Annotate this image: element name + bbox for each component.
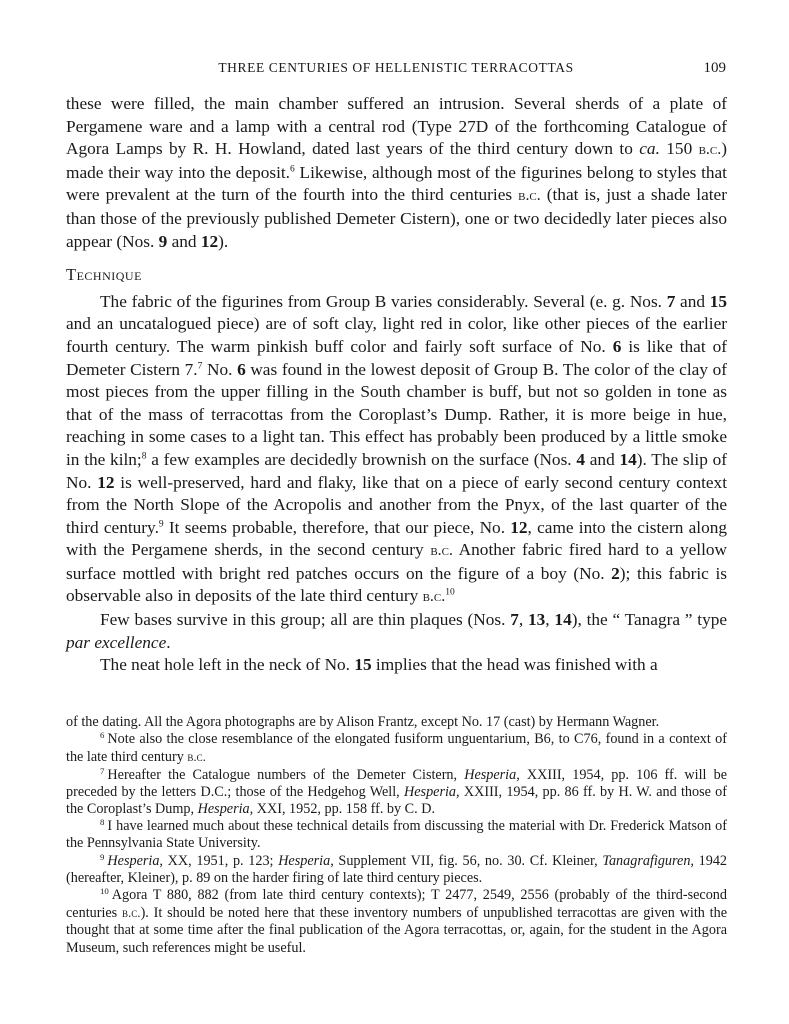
footnotes [66,714,727,957]
paragraph-intrusion: these were filled, the main chamber suffered an intrusion. Several sherds of a plate of Pergamene ware and a lamp with a central rod (Type 27D of the forthcoming Catalogue of Agora Lamps by R. H. Howland, dated last years of the third century down to ca. 150 b.c.) made their way into the deposit.$^6$ Likewise, although most of the figurines belong to styles that were prevalent at the turn of the fourth into the third centuries b.c. (that is, just a shade later than those of the previously published Demeter Cistern), one or two decidedly later pieces also appear (Nos. 9 and 12). [66,94,727,251]
footnote-ref-9[interactable]: 9 [158,519,164,530]
footnote-8: $^8$ I have learned much about these technical details from discussing the material with Dr. Frederick Matson of the Pennsylvania State University. [66,817,727,852]
section-heading-technique: Technique [66,265,142,285]
page-number: 109 [703,60,726,76]
paragraph-fabric: The fabric of the figurines from Group B varies considerably. Several (e. g. Nos. 7 and 15 and an uncatalogued piece) are of soft clay, light red in color, like other pieces of the earlier fourth century. The warm pinkish buff color and fairly soft surface of No. 6 is like that of Demeter Cistern 7.$^7$ No. 6 was found in the lowest deposit of Group B. The color of the clay of most pieces from the upper filling in the South chamber is buff, but not so golden in tone as that of the mass of terracottas from the Coroplast’s Dump. Rather, it is more beige in hue, reaching in some cases to a light tan. This effect has probably been produced by a little smoke in the kiln;$^8$ a few examples are decidedly brownish on the surface (Nos. 4 and 14). The slip of No. 12 is well-preserved, hard and flaky, like that on a piece of early second century context from the North Slope of the Acropolis and another from the Pnyx, of the last quarter of the third century.$^9$ It seems probable, therefore, that our piece, No. 12, came into the cistern along with the Pergamene sherds, in the second century b.c. Another fabric fired hard to a yellow surface mottled with bright red patches occurs on the figure of a boy (No. 2); this fabric is observable also in deposits of the late third century b.c.$^{10}$ [66,291,728,606]
footnote-continued: of the dating. All the Agora photographs are by Alison Frantz, except No. 17 (cast) by Hermann Wagner. [66,714,660,730]
paragraph-bases: Few bases survive in this group; all are thin plaques (Nos. 7, 13, 14), the “ Tanagra ” type par excellence. [66,610,728,652]
footnote-9: $^9$ Hesperia, XX, 1951, p. 123; Hesperia, Supplement VII, fig. 56, no. 30. Cf. Kleiner, Tanagrafiguren, 1942 (hereafter, Kleiner), p. 89 on the harder firing of late third century pieces. [66,851,728,886]
footnote-7: $^7$ Hereafter the Catalogue numbers of the Demeter Cistern, Hesperia, XXIII, 1954, pp. 106 ff. will be preceded by the letters D.C.; those of the Hedgehog Well, Hesperia, XXIII, 1954, pp. 86 ff. by H. W. and those of the Coroplast’s Dump, Hesperia, XXI, 1952, pp. 158 ff. by C. D. [66,765,728,818]
running-head [66,60,726,82]
body-text [66,93,727,677]
footnote-ref-10[interactable]: 10 [445,587,455,598]
paragraph-neck-hole: The neat hole left in the neck of No. 15 implies that the head was finished with a [100,655,658,675]
footnote-6: $^6$ Note also the close resemblance of the elongated fusiform unguentarium, B6, to C76, found in a context of the late third century b.c. [66,730,727,766]
running-title: THREE CENTURIES OF HELLENISTIC TERRACOTTAS [218,60,574,75]
footnote-ref-6[interactable]: 6 [290,164,295,175]
footnote-ref-8[interactable]: 8 [141,451,147,462]
footnote-ref-7[interactable]: 7 [197,360,203,371]
footnote-10: $^{10}$ Agora T 880, 882 (from late third century contexts); T 2477, 2549, 2556 (probably of the third-second centuries b.c.). It should be noted here that these inventory numbers of unpublished terracottas are given with the thought that at some time after the final publication of the Agora terracottas, or, again, for the student in the Agora Museum, such references might be useful. [66,886,727,956]
